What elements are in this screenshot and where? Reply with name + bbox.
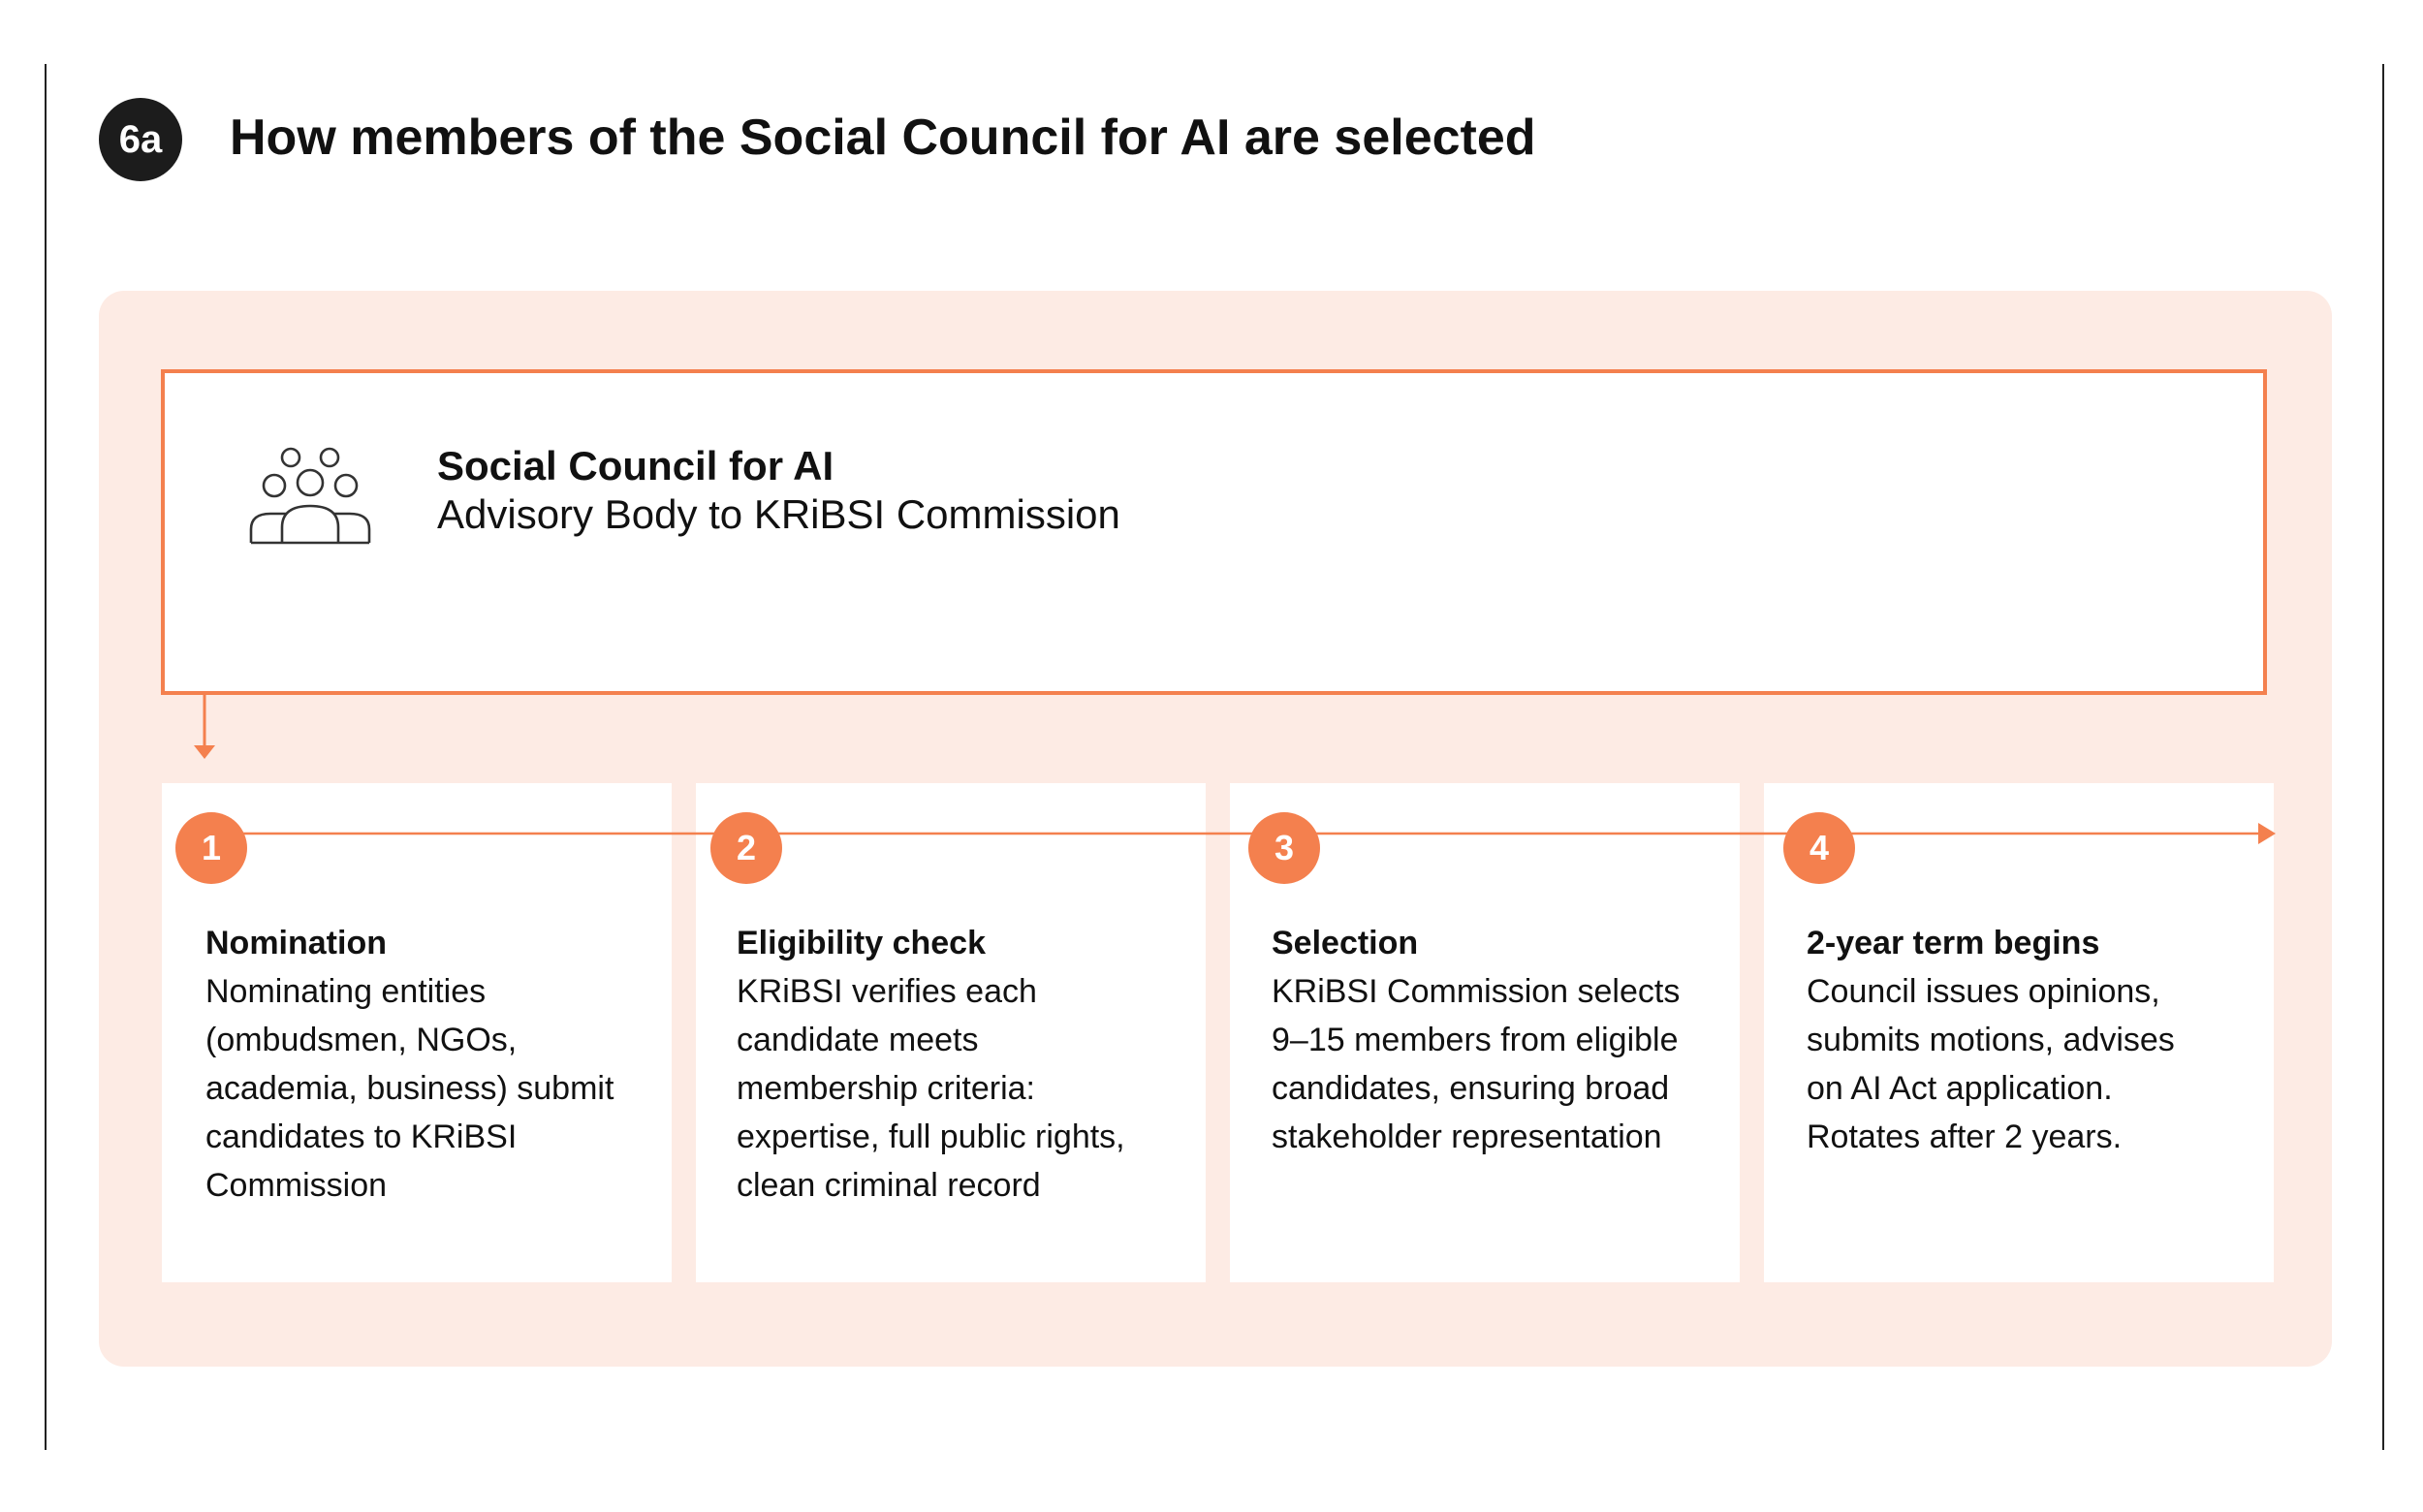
people-group-icon <box>247 444 373 547</box>
figure-title: How members of the Social Council for AI are selected <box>230 110 1536 166</box>
step-description-line: KRiBSI Commission selects <box>1272 973 1681 1010</box>
step-description-line: expertise, full public rights, <box>737 1118 1125 1155</box>
step-title-term: 2-year term begins <box>1807 925 2100 961</box>
step-description-line: membership criteria: <box>737 1070 1035 1107</box>
step-description-line: submits motions, advises <box>1807 1022 2175 1058</box>
step-description-line: candidate meets <box>737 1022 979 1058</box>
step-description-term <box>1807 967 2252 1161</box>
step-description-line: clean criminal record <box>737 1167 1041 1204</box>
step-description-line: Nominating entities <box>205 973 487 1010</box>
step-description-line: (ombudsmen, NGOs, <box>205 1022 518 1058</box>
step-description-line: academia, business) submit <box>205 1070 614 1107</box>
step-description-eligibility <box>737 967 1182 1210</box>
step-description-line: Commission <box>205 1167 388 1204</box>
step-title-selection: Selection <box>1272 925 1419 961</box>
left-margin-rule <box>45 64 47 1450</box>
right-margin-rule <box>2382 64 2384 1450</box>
step-number-2: 2 <box>710 812 782 884</box>
step-description-line: 9–15 members from eligible <box>1272 1022 1679 1058</box>
step-description-line: candidates, ensuring broad <box>1272 1070 1670 1107</box>
step-title-nomination: Nomination <box>205 925 387 961</box>
council-subtitle: Advisory Body to KRiBSI Commission <box>437 491 1120 537</box>
timeline-arrow <box>211 819 2276 848</box>
step-title-eligibility: Eligibility check <box>737 925 986 961</box>
council-title: Social Council for AI <box>437 443 834 488</box>
step-description-line: stakeholder representation <box>1272 1118 1662 1155</box>
figure-number-badge: 6a <box>99 98 182 181</box>
step-description-line: candidates to KRiBSI <box>205 1118 518 1155</box>
step-description-selection <box>1272 967 1717 1161</box>
down-arrow-connector <box>180 695 229 763</box>
step-description-line: KRiBSI verifies each <box>737 973 1037 1010</box>
step-description-line: on AI Act application. <box>1807 1070 2113 1107</box>
step-description-line: Rotates after 2 years. <box>1807 1118 2123 1155</box>
step-number-1: 1 <box>175 812 247 884</box>
step-number-4: 4 <box>1783 812 1855 884</box>
step-description-nomination <box>205 967 651 1210</box>
step-number-3: 3 <box>1248 812 1320 884</box>
step-description-line: Council issues opinions, <box>1807 973 2160 1010</box>
